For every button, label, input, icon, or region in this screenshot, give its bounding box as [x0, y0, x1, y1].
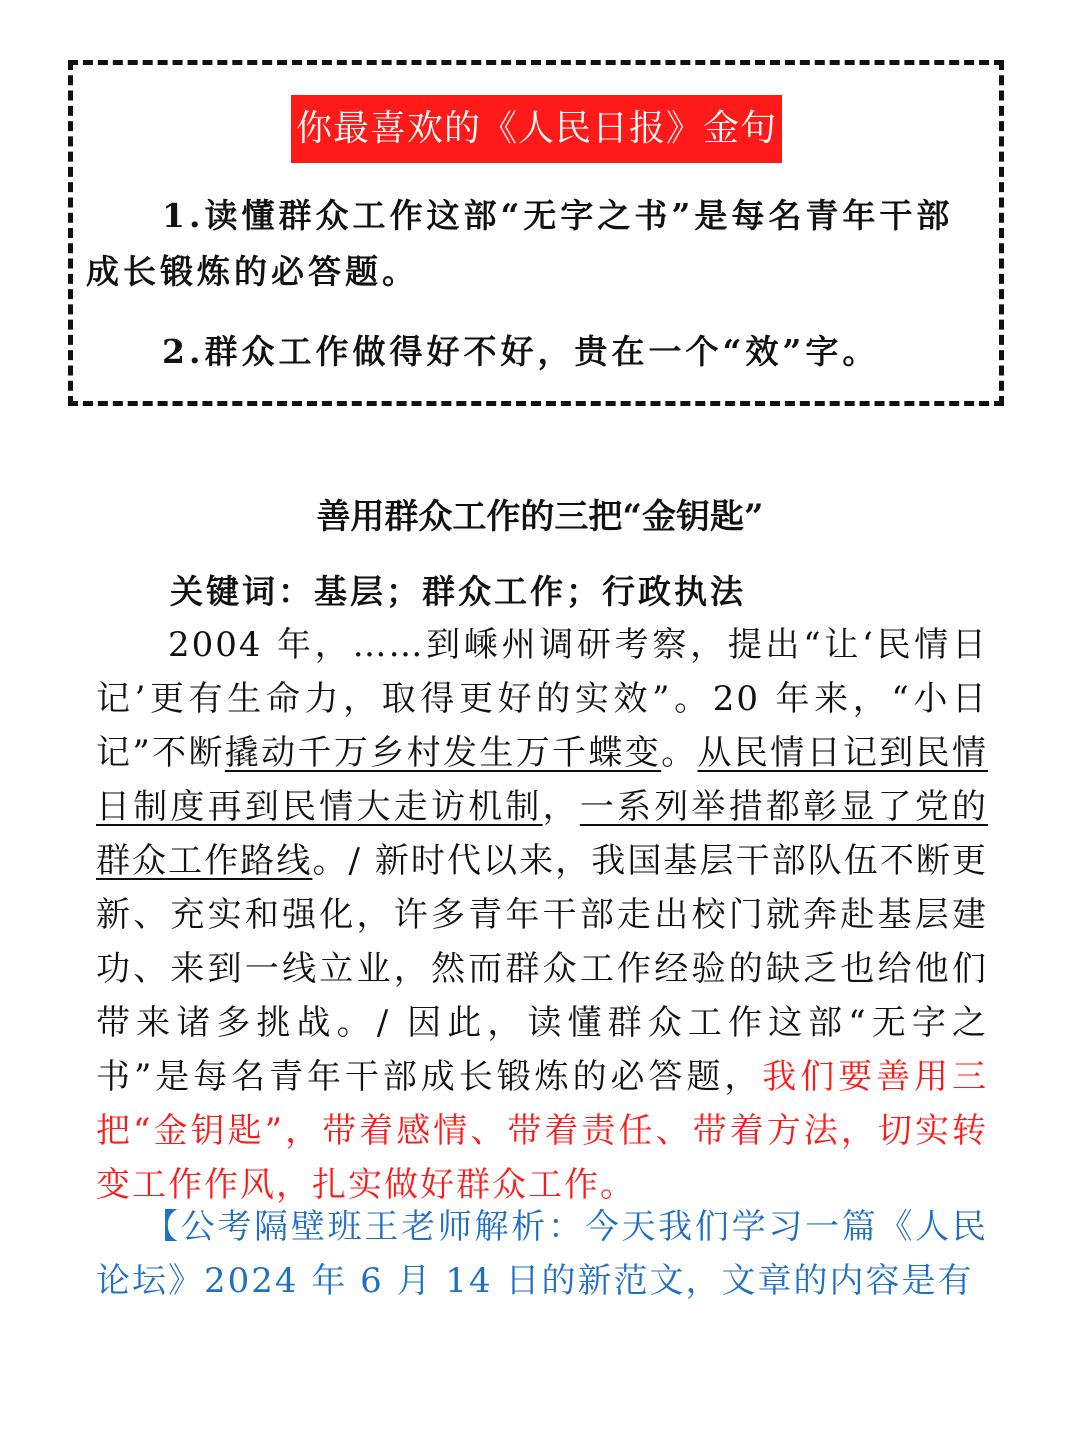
underlined-phrase-1: 撬动千万乡村发生万千蝶变: [224, 733, 662, 773]
article-body: [96, 618, 988, 1212]
teacher-analysis: 【公考隔壁班王老师解析：今天我们学习一篇《人民论坛》2024 年 6 月 14 日的新范文，文章的内容是有: [96, 1207, 988, 1301]
underlined-phrase-3: 一系列举措都彰显了党的群众工作路线: [96, 787, 989, 881]
quote-banner: 你最喜欢的《人民日报》金句: [291, 95, 782, 163]
underlined-phrase-2: 从民情日记到民情日制度再到民情大走访机制: [96, 733, 989, 827]
article-title: 善用群众工作的三把“金钥匙”: [316, 497, 764, 537]
article-keywords: 关键词：基层；群众工作；行政执法: [170, 572, 746, 611]
highlight-red-text: 我们要善用三把“金钥匙”，带着感情、带着责任、带着方法，切实转变工作作风，扎实做好群众工作。: [96, 1057, 988, 1205]
body-sep-1: 。: [661, 733, 698, 773]
body-sep-2: ，: [542, 787, 580, 827]
body-text-1: 2004 年，……到嵊州调研考察，提出“让‘民情日记’更有生命力，取得更好的实效”。20 年来，“小日记”不断: [96, 625, 988, 773]
quote-2: 2.群众工作做得好不好，贵在一个“效”字。: [162, 332, 880, 371]
quote-1: 1.读懂群众工作这部“无字之书”是每名青年干部成长锻炼的必答题。: [86, 196, 954, 291]
body-text-2: 。/ 新时代以来，我国基层干部队伍不断更新、充实和强化，许多青年干部走出校门就奔赴基层建功、来到一线立业，然而群众工作经验的缺乏也给他们带来诸多挑战。/ 因此，读懂群众工作这部“无字之书”是每名青年干部成长锻炼的必答题，: [96, 841, 988, 1097]
